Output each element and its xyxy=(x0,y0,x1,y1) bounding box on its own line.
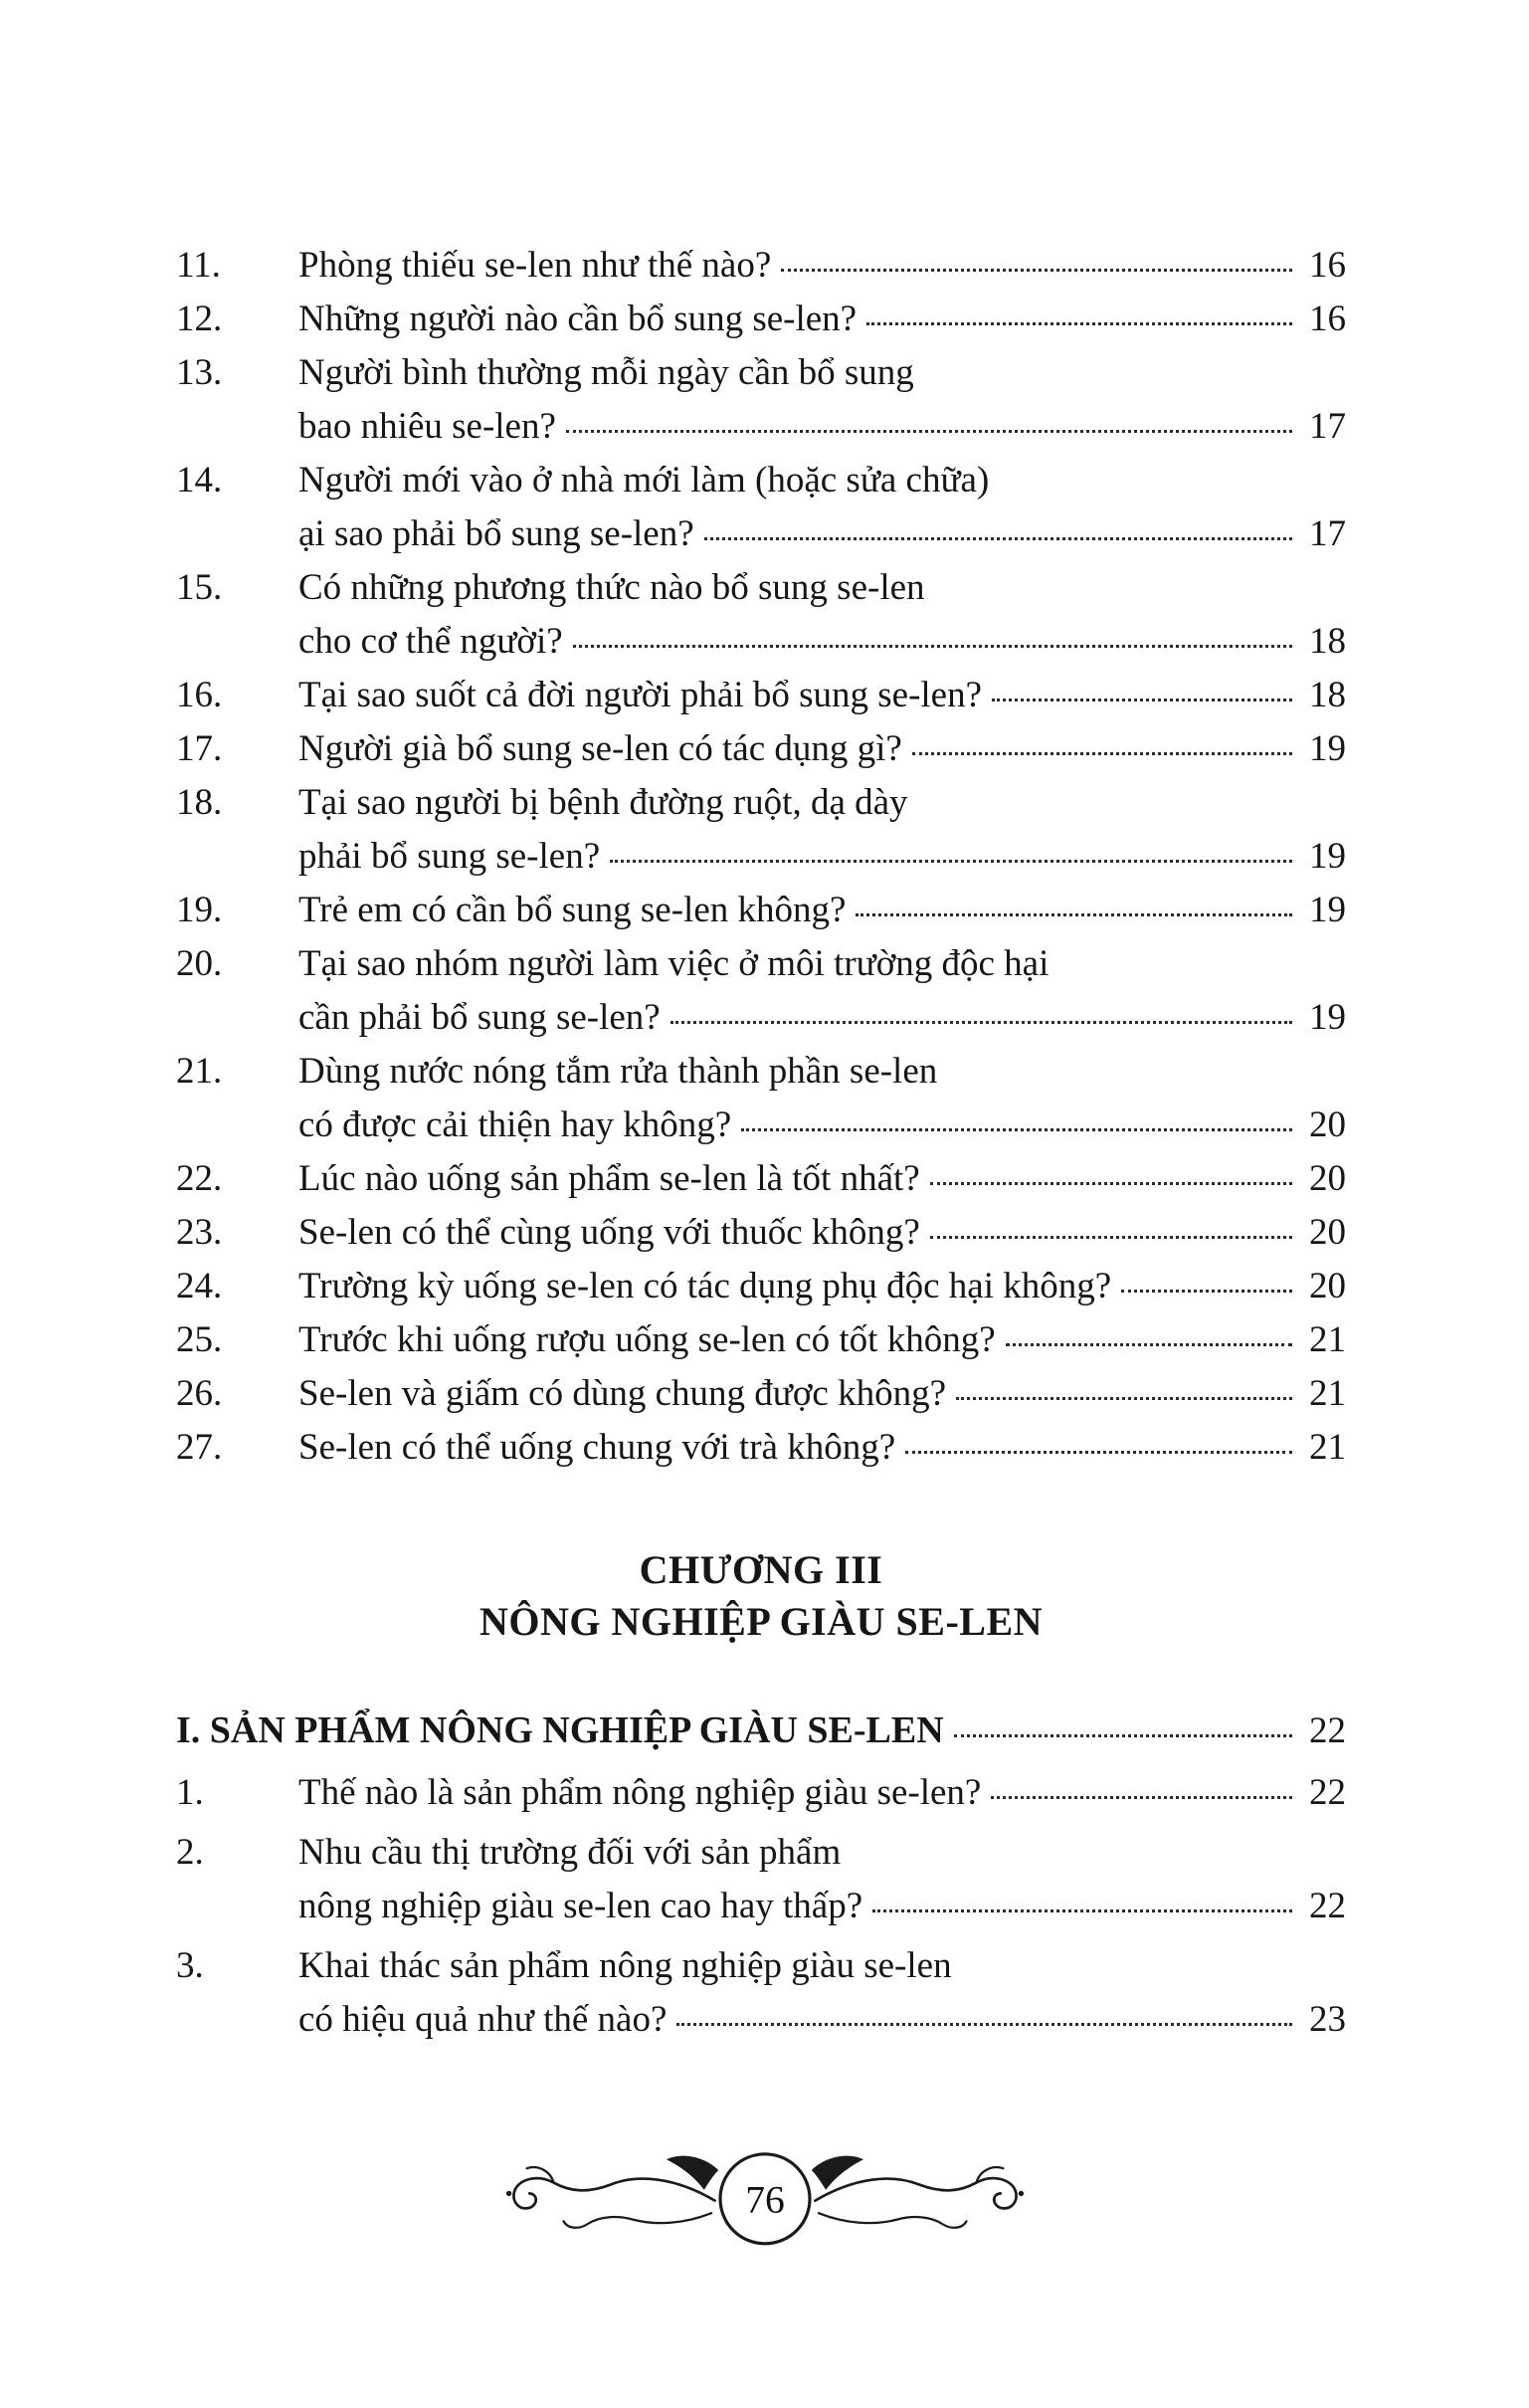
toc-entry-text: có được cải thiện hay không? xyxy=(298,1104,732,1145)
toc-entry xyxy=(176,776,1346,884)
dot-leader xyxy=(741,1128,1292,1131)
toc-entry-text: cho cơ thể người? xyxy=(298,621,563,662)
toc-entry-page: 21 xyxy=(1309,1427,1346,1468)
toc-entry-text: Trước khi uống rượu uống se-len có tốt không? xyxy=(298,1319,996,1360)
page-number-ornament xyxy=(486,2134,1044,2269)
toc-entry-page: 22 xyxy=(1309,1772,1346,1813)
toc-entry-text: Tại sao người bị bệnh đường ruột, dạ dày xyxy=(298,782,908,823)
toc-entry-text: có hiệu quả như thế nào? xyxy=(298,1999,668,2040)
toc-entry-page: 21 xyxy=(1309,1319,1346,1360)
toc-entry-text: Khai thác sản phẩm nông nghiệp giàu se-len xyxy=(298,1945,952,1986)
dot-leader xyxy=(992,699,1292,702)
toc-entry-text: Nhu cầu thị trường đối với sản phẩm xyxy=(298,1832,842,1873)
chapter-number: CHƯƠNG III xyxy=(639,1547,883,1592)
toc-entry-number: 1. xyxy=(176,1772,204,1813)
toc-entry-number: 16. xyxy=(176,675,223,715)
dot-leader xyxy=(856,913,1292,916)
toc-entry-number: 21. xyxy=(176,1051,223,1092)
toc-entry xyxy=(176,1152,1346,1206)
dot-leader xyxy=(912,752,1292,755)
toc-entry-text: phải bổ sung se-len? xyxy=(298,836,601,877)
toc-entry xyxy=(176,239,1346,293)
toc-entry-text: Tại sao nhóm người làm việc ở môi trường độc hại xyxy=(298,943,1050,984)
page-footer xyxy=(0,2134,1529,2269)
toc-entry-text: Người già bổ sung se-len có tác dụng gì? xyxy=(298,728,902,769)
toc-entry-text: cần phải bổ sung se-len? xyxy=(298,997,661,1038)
dot-leader xyxy=(954,1734,1292,1737)
toc-entry-page: 23 xyxy=(1309,1999,1346,2040)
dot-leader xyxy=(1121,1290,1292,1293)
toc-entry xyxy=(176,293,1346,346)
toc-entry-number: 3. xyxy=(176,1945,204,1986)
toc-entry-text: Lúc nào uống sản phẩm se-len là tốt nhất? xyxy=(298,1158,920,1199)
toc-list-chapter2 xyxy=(176,239,1346,1475)
toc-entry-text: Có những phương thức nào bổ sung se-len xyxy=(298,567,925,608)
toc-entry-text: Se-len và giấm có dùng chung được không? xyxy=(298,1373,946,1414)
section-page: 22 xyxy=(1309,1710,1346,1751)
toc-entry xyxy=(176,1826,1346,1933)
toc-entry-text: Thế nào là sản phẩm nông nghiệp giàu se-len? xyxy=(298,1772,982,1813)
dot-leader xyxy=(905,1451,1292,1454)
toc-entry-number: 14. xyxy=(176,460,223,501)
left-wing-ornament-icon xyxy=(667,2156,718,2190)
toc-entry-page: 19 xyxy=(1309,997,1346,1038)
toc-entry-page: 19 xyxy=(1309,728,1346,769)
toc-entry-page: 16 xyxy=(1309,299,1346,339)
toc-entry-text: Trẻ em có cần bổ sung se-len không? xyxy=(298,890,847,930)
toc-entry-number: 18. xyxy=(176,782,223,823)
toc-entry-number: 20. xyxy=(176,943,223,984)
toc-entry-number: 15. xyxy=(176,567,223,608)
toc-entry-page: 20 xyxy=(1309,1212,1346,1253)
toc-entry-page: 20 xyxy=(1309,1158,1346,1199)
dot-leader xyxy=(930,1182,1292,1185)
toc-entry xyxy=(176,1206,1346,1260)
toc-entry-number: 19. xyxy=(176,890,223,930)
toc-entry-page: 20 xyxy=(1309,1266,1346,1306)
dot-leader xyxy=(956,1397,1292,1400)
toc-entry xyxy=(176,722,1346,776)
toc-entry-page: 18 xyxy=(1309,621,1346,662)
toc-entry-page: 17 xyxy=(1309,513,1346,554)
toc-entry-page: 19 xyxy=(1309,890,1346,930)
dot-leader xyxy=(781,269,1292,272)
dot-leader xyxy=(930,1236,1292,1239)
right-wing-ornament-icon xyxy=(811,2156,862,2190)
toc-entry-text: ại sao phải bổ sung se-len? xyxy=(298,513,694,554)
toc-entry-page: 19 xyxy=(1309,836,1346,877)
toc-entry-number: 26. xyxy=(176,1373,223,1414)
page-number: 76 xyxy=(744,2177,785,2222)
toc-entry xyxy=(176,1045,1346,1152)
dot-leader xyxy=(866,322,1292,325)
toc-entry xyxy=(176,1260,1346,1313)
toc-entry xyxy=(176,937,1346,1045)
toc-entry-number: 24. xyxy=(176,1266,223,1306)
toc-entry-text: Trường kỳ uống se-len có tác dụng phụ độc hại không? xyxy=(298,1266,1112,1306)
toc-entry-text: Se-len có thể uống chung với trà không? xyxy=(298,1427,896,1468)
toc-entry-number: 13. xyxy=(176,352,223,393)
toc-entry-page: 16 xyxy=(1309,245,1346,286)
chapter-heading xyxy=(176,1544,1346,1648)
section-heading xyxy=(176,1704,1346,1758)
toc-entry-text: Người bình thường mỗi ngày cần bổ sung xyxy=(298,352,914,393)
toc-entry-page: 18 xyxy=(1309,675,1346,715)
toc-entry xyxy=(176,669,1346,722)
toc-entry-number: 22. xyxy=(176,1158,223,1199)
dot-leader xyxy=(991,1796,1292,1799)
dot-leader xyxy=(676,2023,1292,2026)
toc-entry xyxy=(176,1421,1346,1475)
toc-entry-text: Người mới vào ở nhà mới làm (hoặc sửa chữa) xyxy=(298,460,990,501)
toc-entry-number: 17. xyxy=(176,728,223,769)
toc-entry xyxy=(176,561,1346,669)
section-title: I. SẢN PHẨM NÔNG NGHIỆP GIÀU SE-LEN xyxy=(176,1709,944,1751)
toc-entry-page: 20 xyxy=(1309,1104,1346,1145)
toc-entry-text: bao nhiêu se-len? xyxy=(298,406,556,447)
toc-entry-number: 23. xyxy=(176,1212,223,1253)
toc-entry-text: Se-len có thể cùng uống với thuốc không? xyxy=(298,1212,920,1253)
toc-entry-number: 27. xyxy=(176,1427,223,1468)
toc-entry xyxy=(176,884,1346,937)
toc-list-chapter3 xyxy=(176,1766,1346,2047)
toc-entry xyxy=(176,1367,1346,1421)
toc-entry-text: Dùng nước nóng tắm rửa thành phần se-len xyxy=(298,1051,938,1092)
dot-leader xyxy=(872,1909,1292,1912)
toc-entry-text: Tại sao suốt cả đời người phải bổ sung se-len? xyxy=(298,675,983,715)
toc-entry-text: Những người nào cần bổ sung se-len? xyxy=(298,299,858,339)
toc-entry-text: nông nghiệp giàu se-len cao hay thấp? xyxy=(298,1886,863,1926)
dot-leader xyxy=(610,860,1292,863)
toc-entry-page: 21 xyxy=(1309,1373,1346,1414)
toc-entry xyxy=(176,454,1346,561)
dot-leader xyxy=(670,1021,1292,1024)
toc-entry xyxy=(176,1766,1346,1820)
toc-entry-number: 12. xyxy=(176,299,223,339)
dot-leader xyxy=(573,645,1292,648)
toc-entry-number: 11. xyxy=(176,245,221,286)
toc-entry-page: 22 xyxy=(1309,1886,1346,1926)
toc-entry-number: 2. xyxy=(176,1832,204,1873)
toc-entry xyxy=(176,1939,1346,2047)
toc-entry-number: 25. xyxy=(176,1319,223,1360)
toc-entry xyxy=(176,346,1346,454)
toc-entry-page: 17 xyxy=(1309,406,1346,447)
toc-entry-text: Phòng thiếu se-len như thế nào? xyxy=(298,245,772,286)
dot-leader xyxy=(566,430,1292,433)
dot-leader xyxy=(704,537,1292,540)
dot-leader xyxy=(1006,1343,1292,1346)
chapter-title: NÔNG NGHIỆP GIÀU SE-LEN xyxy=(478,1599,1044,1644)
toc-entry xyxy=(176,1313,1346,1367)
